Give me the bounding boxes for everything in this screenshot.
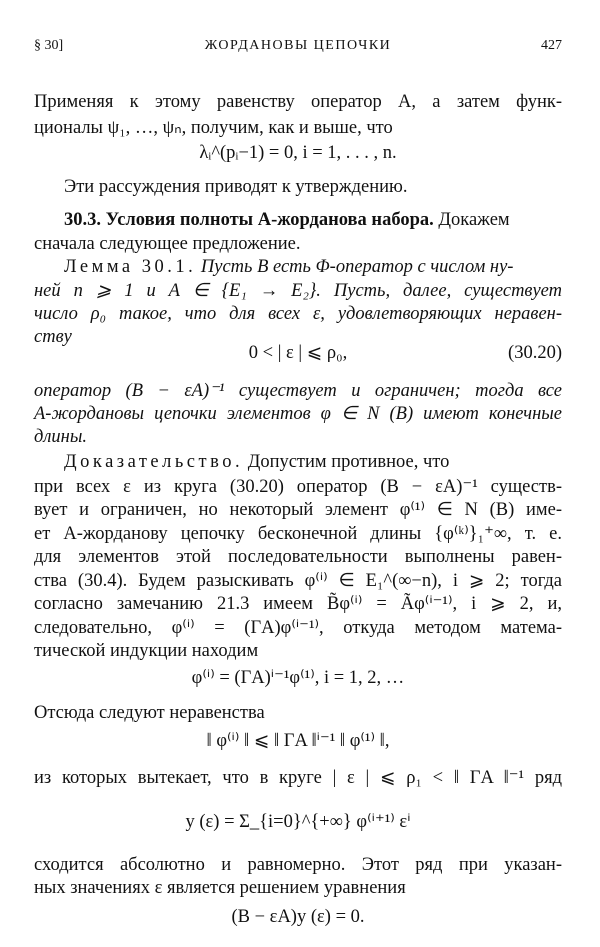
text-line: ству [34, 327, 72, 347]
text-line: Применяя к этому равенству оператор A, а затем функ- [34, 92, 562, 112]
text-line: ства (30.4). Будем разыскивать φ⁽ⁱ⁾ ∈ E₁^(∞−n), i ⩾ 2; тогда [34, 571, 562, 591]
text-line: тической индукции находим [34, 641, 259, 661]
text-line: число ρ₀ такое, что для всех ε, удовлетворяющих неравен- [34, 304, 562, 324]
proof-text: Допустим противное, что [247, 452, 450, 472]
text-line: ней n ⩾ 1 и A ∈ {E₁ → E₂}. Пусть, далее, существует [34, 281, 562, 301]
text-line: ционалы ψ₁, …, ψₙ, получим, как и выше, что [34, 118, 393, 138]
text-line: из которых вытекает, что в круге | ε | ⩽ ρ₁ < ‖ ΓA ‖⁻¹ ряд [34, 768, 562, 788]
subsection-title: Условия полноты A-жорданова набора. [105, 210, 434, 230]
equation-induction: φ⁽ⁱ⁾ = (ΓA)ⁱ⁻¹φ⁽¹⁾, i = 1, 2, … [191, 668, 405, 688]
text-line: следовательно, φ⁽ⁱ⁾ = (ΓA)φ⁽ⁱ⁻¹⁾, откуда методом матема- [34, 618, 562, 638]
text-line: Отсюда следуют неравенства [34, 703, 265, 723]
page-number: 427 [541, 38, 562, 53]
text-line: сначала следующее предложение. [34, 234, 301, 254]
subsection-heading-line [34, 208, 562, 232]
text-line: A-жордановы цепочки элементов φ ∈ N (B) имеют конечные [34, 404, 562, 424]
equation-series: y (ε) = Σ_{i=0}^{+∞} φ⁽ⁱ⁺¹⁾ εⁱ [185, 812, 411, 832]
lemma-first-line [34, 255, 562, 279]
text-line: вует и ограничен, но некоторый элемент φ⁽¹⁾ ∈ N (B) име- [34, 500, 562, 520]
subsection-number: 30.3. [64, 210, 101, 230]
lemma-text: Пусть B есть Φ-оператор с числом ну- [200, 257, 514, 277]
text-line: ных значениях ε является решением уравнения [34, 878, 406, 898]
equation-final: (B − εA)y (ε) = 0. [231, 907, 365, 927]
proof-label: Доказательство. [64, 452, 244, 472]
equation-inequalities: ‖ φ⁽ⁱ⁾ ‖ ⩽ ‖ ΓA ‖ⁱ⁻¹ ‖ φ⁽¹⁾ ‖, [206, 731, 390, 751]
text-line: длины. [34, 427, 88, 447]
text-line: сходится абсолютно и равномерно. Этот ряд при указан- [34, 855, 562, 875]
running-title: ЖОРДАНОВЫ ЦЕПОЧКИ [204, 38, 392, 53]
text-line: при всех ε из круга (30.20) оператор (B − εA)⁻¹ существ- [34, 477, 562, 497]
equation-number: (30.20) [508, 343, 562, 363]
section-marker: § 30] [34, 38, 64, 53]
text-line: Эти рассуждения приводят к утверждению. [64, 177, 408, 197]
subsection-continuation: Докажем [438, 210, 510, 230]
lemma-label: Лемма 30.1. [64, 257, 197, 277]
running-header [34, 38, 562, 58]
text-line: ет A-жорданову цепочку бесконечной длины {φ⁽ᵏ⁾}₁⁺∞, т. е. [34, 524, 562, 544]
text-line: оператор (B − εA)⁻¹ существует и ограничен; тогда все [34, 381, 562, 401]
proof-first-line [34, 450, 562, 474]
equation-eigen-zero: λᵢ^(pᵢ−1) = 0, i = 1, . . . , n. [199, 143, 397, 163]
text-line: согласно замечанию 21.3 имеем B̃φ⁽ⁱ⁾ = Ãφ⁽ⁱ⁻¹⁾, i ⩾ 2, и, [34, 594, 562, 614]
text-line: для элементов этой последовательности выполнены равен- [34, 547, 562, 567]
equation-30-20 [34, 340, 562, 366]
equation-30-20-body: 0 < | ε | ⩽ ρ₀, [248, 343, 348, 363]
